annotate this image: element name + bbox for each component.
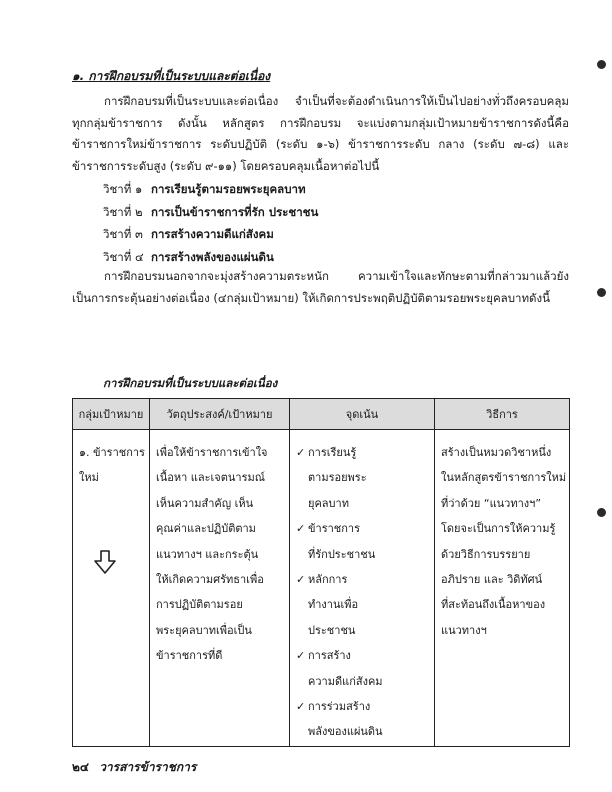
cell-line: เพื่อให้ข้าราชการเข้าใจ <box>156 446 268 459</box>
subject-item <box>103 178 318 201</box>
cell-line: ที่ว่าด้วย “แนวทางฯ” <box>441 496 542 510</box>
cell-line: การปฏิบัติตามรอย <box>156 598 243 612</box>
cell-line: สร้างเป็นหมวดวิชาหนึ่ง <box>441 446 552 459</box>
table-row <box>73 430 570 747</box>
focus-text: ที่รักประชาชน <box>308 547 376 561</box>
focus-line <box>296 643 428 668</box>
subject-number: วิชาที่ ๑ <box>103 182 143 196</box>
method-cell <box>435 430 570 747</box>
binder-hole-icon <box>597 288 606 297</box>
cell-line: ๑. ข้าราชการ <box>79 446 145 459</box>
column-header: วัตถุประสงค์/เป้าหมาย <box>150 399 290 430</box>
check-icon: ✓ <box>296 700 306 714</box>
subject-number: วิชาที่ ๓ <box>103 227 143 241</box>
check-icon: ✓ <box>296 573 306 587</box>
column-header: จุดเน้น <box>290 399 435 430</box>
focus-text: ประชาชน <box>308 623 356 637</box>
second-paragraph-text: การฝึกอบรมนอกจากจะมุ่งสร้างความตระหนัก ความเข้าใจและทักษะตามที่กล่าวมาแล้วยังเป็นการกระตุ้นอย่างต่อเนื่อง (๔กลุ่มเป้าหมาย) ให้เกิดการประพฤติปฏิบัติตามรอยพระยุคลบาทดังนี้ <box>72 269 569 305</box>
column-header: วิธีการ <box>435 399 570 430</box>
cell-line: ที่สะท้อนถึงเนื้อหาของ <box>441 598 546 612</box>
subject-title: การเรียนรู้ตามรอยพระยุคลบาท <box>151 182 306 196</box>
intro-paragraph-text: การฝึกอบรมที่เป็นระบบและต่อเนื่อง จำเป็นที่จะต้องดำเนินการให้เป็นไปอย่างทั่วถึงครอบคลุมทุกกลุ่มข้าราชการ ดังนั้น หลักสูตร การฝึกอบรม จะแบ่งตามกลุ่มเป้าหมายข้าราชการดังนี้คือ ข้าราชการใหม่ข้าราชการ ระดับปฏิบัติ (ระดับ ๑-๖) ข้าราชการระดับ กลาง (ระดับ ๗-๘) และข้าราชการระดับสูง (ระดับ ๙-๑๑) โดยครอบคลุมเนื้อหาต่อไปนี้ <box>72 94 569 173</box>
check-icon: ✓ <box>296 522 306 536</box>
focus-text: ความดีแก่สังคม <box>308 674 383 688</box>
subject-item <box>103 201 318 224</box>
focus-line <box>296 542 428 567</box>
subject-title: การสร้างพลังของแผ่นดิน <box>151 249 274 264</box>
focus-text: การร่วมสร้าง <box>308 700 371 714</box>
publication-title: วารสารข้าราชการ <box>99 760 197 774</box>
focus-cell <box>290 430 435 747</box>
focus-text: ทำงานเพื่อ <box>308 598 359 612</box>
cell-line: ด้วยวิธีการบรรยาย <box>441 547 531 561</box>
intro-paragraph <box>72 91 569 177</box>
focus-text: การสร้าง <box>308 649 351 663</box>
focus-line <box>296 694 428 719</box>
cell-line: พระยุคลบาทเพื่อเป็น <box>156 623 252 637</box>
focus-text: ยุคลบาท <box>308 496 349 510</box>
training-table <box>72 398 570 747</box>
subject-number: วิชาที่ ๒ <box>103 204 143 219</box>
cell-line: คุณค่าและปฏิบัติตาม <box>156 522 256 536</box>
cell-line: อภิปราย และ วิดิทัศน์ <box>441 573 543 587</box>
cell-line: โดยจะเป็นการให้ความรู้ <box>441 522 556 536</box>
cell-line: แนวทางฯ และกระตุ้น <box>156 547 259 561</box>
cell-line: แนวทางฯ <box>441 623 487 637</box>
focus-line <box>296 719 428 744</box>
focus-text: ตามรอยพระ <box>308 471 367 485</box>
subject-item <box>103 246 318 269</box>
subject-title: การเป็นข้าราชการที่รัก ประชาชน <box>151 204 319 219</box>
cell-line: ข้าราชการที่ดี <box>156 649 223 663</box>
target-group-cell <box>73 430 150 747</box>
page-number: ๒๔ <box>72 760 89 774</box>
binder-hole-icon <box>597 60 606 69</box>
second-paragraph <box>72 266 569 309</box>
cell-line: ใหม่ <box>79 471 99 485</box>
subject-title: การสร้างความดีแก่สังคม <box>151 227 274 241</box>
focus-text: การเรียนรู้ <box>308 446 357 459</box>
focus-text: หลักการ <box>308 573 348 587</box>
cell-line: เห็นความสำคัญ เห็น <box>156 496 254 510</box>
focus-line <box>296 618 428 643</box>
focus-line <box>296 669 428 694</box>
check-icon: ✓ <box>296 649 306 663</box>
focus-line <box>296 567 428 592</box>
binder-hole-icon <box>597 508 606 517</box>
objective-cell <box>150 430 290 747</box>
focus-text: พลังของแผ่นดิน <box>308 725 383 739</box>
focus-line <box>296 516 428 541</box>
cell-line: ในหลักสูตรข้าราชการใหม่ <box>441 471 567 485</box>
subject-item <box>103 223 318 246</box>
subject-list <box>103 178 318 268</box>
section-heading: ๑. การฝึกอบรมที่เป็นระบบและต่อเนื่อง <box>72 69 271 83</box>
focus-line <box>296 440 428 465</box>
table-header-row <box>73 399 570 430</box>
page-footer <box>72 758 196 777</box>
cell-line: เนื้อหา และเจตนารมณ์ <box>156 471 265 485</box>
cell-line: ให้เกิดความศรัทธาเพื่อ <box>156 573 264 587</box>
down-arrow-icon <box>93 549 117 575</box>
check-icon: ✓ <box>296 446 306 459</box>
focus-text: ข้าราชการ <box>308 522 360 536</box>
subject-number: วิชาที่ ๔ <box>103 249 144 264</box>
column-header: กลุ่มเป้าหมาย <box>73 399 150 430</box>
focus-line <box>296 592 428 617</box>
focus-line <box>296 491 428 516</box>
table-title: การฝึกอบรมที่เป็นระบบและต่อเนื่อง <box>103 376 278 390</box>
focus-line <box>296 465 428 490</box>
